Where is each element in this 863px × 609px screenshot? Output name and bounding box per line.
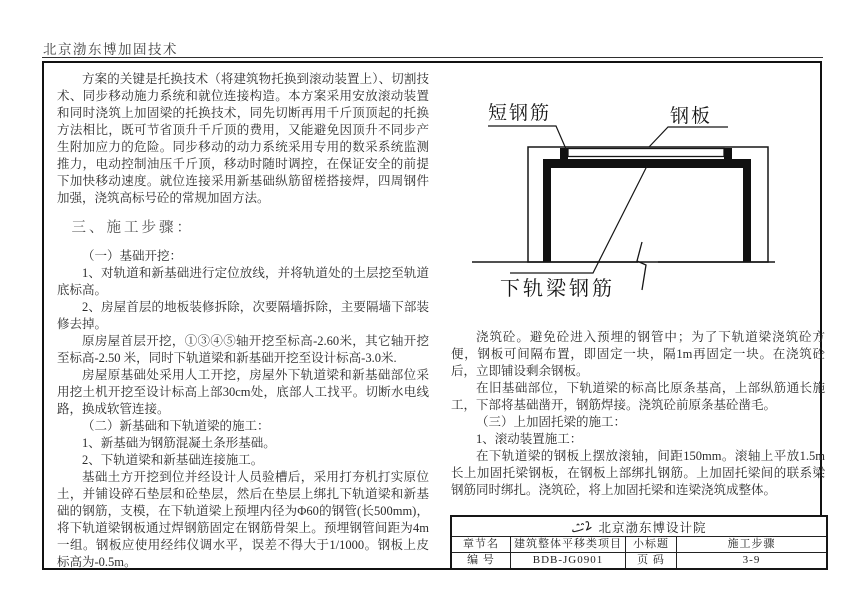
rebar-left-leg xyxy=(543,159,551,262)
drawing-title-block xyxy=(450,515,828,570)
paragraph: 1、滚动装置施工： xyxy=(476,432,583,446)
right-text-column xyxy=(451,329,825,499)
short-rebar-leader xyxy=(488,126,566,149)
page-label: 页 码 xyxy=(626,553,677,568)
paragraph: 浇筑砼。避免砼进入预埋的钢管中；为了下轨道梁浇筑砼方便，钢板可间隔布置，即固定一块，隔1m再固定一块。在浇筑砼后，立即铺设剩余钢板。 xyxy=(451,330,825,378)
subtitle-label: 小标题 xyxy=(626,537,677,552)
content-frame xyxy=(42,61,825,570)
construction-detail-diagram xyxy=(448,63,832,313)
org-name: 北京渤东博设计院 xyxy=(598,520,707,535)
title-block-row xyxy=(452,537,826,552)
header-divider xyxy=(42,57,823,58)
paragraph: 在下轨道梁的钢板上摆放滚轴，间距150mm。滚轴上平放1.5m长上加固托梁钢板，在钢板上部绑扎钢筋。上加固托梁间的联系梁钢筋同时绑扎。浇筑砼，将上加固托梁和连梁浇筑成整体。 xyxy=(451,449,825,497)
paragraph: 1、对轨道和新基础进行定位放线，并将轨道处的土层挖至轨道底标高。 xyxy=(57,266,429,297)
short-rebar-left-block xyxy=(560,148,568,162)
paragraph: 房屋原基础处采用人工开挖，房屋外下轨道梁和新基础部位采用挖土机开挖至设计标高上部30cm处，底部人工找平。切断水电线路，换成软管连接。 xyxy=(57,368,429,416)
paragraph: 原房屋首层开挖，①③④⑤轴开挖至标高-2.60米，其它轴开挖至标高-2.50 米，同时下轨道梁和新基础开挖至设计标高-3.0米. xyxy=(57,334,429,365)
paragraph: 方案的关键是托换技术（将建筑物托换到滚动装置上）、切割技术、同步移动施力系统和就位连接构造。本方案采用安放滚动装置和同时浇筑上加固梁的托换技术，同先切断再用千斤顶顶起的托换方法相比，既可节省顶升千斤顶的费用，又能避免因顶升不同步产生附加应力的危险。同步移动的动力系统采用专用的数采系统监测推力，电动控制油压千斤顶，移动时随时调控，在保证安全的前提下加快移动速度。就位连接采用新基础纵筋留槎搭接焊，四周钢件加强，浇筑高标号砼的常规加固方法。 xyxy=(57,72,429,205)
chapter-name-label: 章节名 xyxy=(452,537,511,552)
rebar-right-leg xyxy=(743,159,751,262)
title-block-row xyxy=(452,552,826,568)
page-value: 3-9 xyxy=(742,554,761,566)
company-header: 北京渤东博加固技术 xyxy=(43,42,178,57)
paragraph: （二）新基础和下轨道梁的施工： xyxy=(82,419,270,433)
paragraph: 2、房屋首层的地板装修拆除，次要隔墙拆除，主要隔墙下部装修去掉。 xyxy=(57,300,429,331)
number-value: BDB-JG0901 xyxy=(511,553,626,568)
short-rebar-label: 短钢筋 xyxy=(488,103,552,124)
paragraph: （一）基础开挖： xyxy=(82,249,183,263)
chapter-name-value: 建筑整体平移类项目 xyxy=(511,537,626,552)
paragraph: 基础土方开挖到位并经设计人员验槽后，采用打夯机打实原位土，并铺设碎石垫层和砼垫层，然后在垫层上绑扎下轨道梁和新基础的钢筋，支模，在下轨道梁上预埋内径为Φ60的钢管(长500mm)，将下轨道梁钢板通过焊钢筋固定在钢筋骨架上。预埋钢管间距为4m一组。钢板应使用经纬仪调水平，误差不得大于1/1000。钢板上皮标高为-0.5m。 xyxy=(57,470,429,569)
steel-plate-label: 钢板 xyxy=(670,106,713,127)
rail-beam-rebar-label: 下轨梁钢筋 xyxy=(500,278,615,300)
paragraph: （三）上加固托梁的施工： xyxy=(476,415,627,429)
subtitle-value: 施工步骤 xyxy=(727,538,776,550)
steel-plate-leader xyxy=(649,127,728,147)
paragraph: 2、下轨道梁和新基础连接施工。 xyxy=(82,453,264,467)
left-text-column xyxy=(57,71,429,571)
design-institute-logo-icon xyxy=(571,520,593,533)
paragraph: 在旧基础部位，下轨道梁的标高比原条基高，上部纵筋通长施工，下部将基础凿开，钢筋焊接。浇筑砼前原条基砼凿毛。 xyxy=(451,381,825,412)
steel-plate xyxy=(568,149,724,157)
short-rebar-right-block xyxy=(724,148,732,162)
title-block-org-row xyxy=(452,517,826,537)
paragraph: 1、新基础为钢筋混凝土条形基础。 xyxy=(82,436,276,450)
number-label: 编 号 xyxy=(452,553,511,568)
paragraph: 三、施工步骤： xyxy=(71,220,194,236)
